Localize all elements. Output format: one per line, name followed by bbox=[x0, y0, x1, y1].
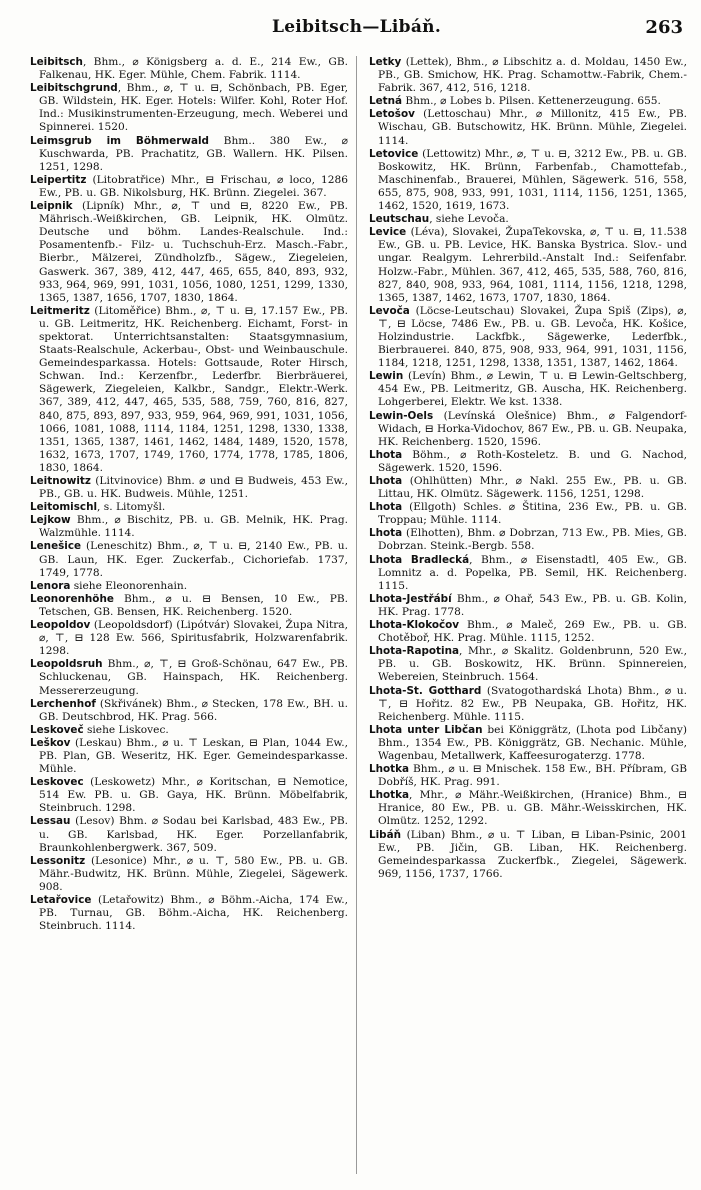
entry-text: , Bhm., ⌀ Königsberg a. d. E., 214 Ew., GB. Falkenau, HK. Eger. Mühle, Chem. Fabrik. 1114. bbox=[39, 56, 348, 82]
entry-text: (Lesonice) Mhr., ⌀ u. ⊤, 580 Ew., PB. u. GB. Mähr.-Budwitz, HK. Brünn. Mühle, Ziegelei, Sägewerk. 908. bbox=[39, 854, 348, 893]
entry-headword: Letařovice bbox=[30, 894, 92, 906]
page-number: 263 bbox=[645, 16, 683, 38]
directory-entry bbox=[369, 527, 687, 553]
directory-entry bbox=[369, 645, 687, 684]
entry-text: (Elhotten), Bhm. ⌀ Dobrzan, 713 Ew., PB. Mies, GB. Dobrzan. Steink.-Bergb. 558. bbox=[378, 527, 687, 553]
entry-text: (Skřivánek) Bhm., ⌀ Stecken, 178 Ew., BH. u. GB. Deutschbrod, HK. Prag. 566. bbox=[39, 697, 348, 723]
entry-text: (Lesov) Bhm. ⌀ Sodau bei Karlsbad, 483 Ew., PB. u. GB. Karlsbad, HK. Eger. Porzellanfabrik, Braunkohlenbergwerk. 367, 509. bbox=[39, 815, 348, 854]
entry-text: (Litobratřice) Mhr., ⊟ Frischau, ⌀ loco, 1286 Ew., PB. u. GB. Nikolsburg, HK. Brünn. Ziegelei. 367. bbox=[39, 173, 348, 199]
entry-text: Bhm., ⌀ Ohař, 543 Ew., PB. u. GB. Kolin, HK. Prag. 1778. bbox=[378, 592, 687, 618]
directory-entry bbox=[30, 724, 348, 737]
entry-headword: Lhota Bradlecká bbox=[369, 553, 470, 566]
entry-text: Bhm., ⌀ u. ⊟ Bensen, 10 Ew., PB. Tetschen, GB. Bensen, HK. Reichenberg. 1520. bbox=[39, 592, 348, 618]
entry-headword: Leskovec bbox=[30, 776, 84, 789]
entry-headword: Levice bbox=[369, 226, 407, 239]
directory-entry bbox=[369, 593, 687, 619]
entry-headword: Levoča bbox=[369, 304, 410, 317]
directory-entry bbox=[369, 226, 687, 305]
page-header bbox=[30, 14, 683, 40]
entry-headword: Letovice bbox=[369, 147, 419, 160]
directory-entry bbox=[30, 135, 348, 174]
entry-headword: Leibitschgrund bbox=[30, 82, 118, 95]
entry-text: Böhm., ⌀ Roth-Kosteletz. B. und G. Nachod, Sägewerk. 1520, 1596. bbox=[378, 448, 687, 474]
directory-entry bbox=[369, 475, 687, 501]
entry-headword: Lhota bbox=[369, 527, 403, 540]
entry-text: (Lettek), Bhm., ⌀ Libschitz a. d. Moldau, 1450 Ew., PB., GB. Smichow, HK. Prag. Schamottw.-Fabrik, Chem.-Fabrik. 367, 412, 516, 1218. bbox=[378, 56, 687, 95]
directory-entry bbox=[30, 619, 348, 658]
entry-headword: Lhota-Jestřábí bbox=[369, 592, 452, 605]
entry-headword: Leimsgrub im Böhmerwald bbox=[30, 134, 209, 147]
entry-headword: Lewin bbox=[369, 370, 404, 383]
entry-text: (Litoměřice) Bhm., ⌀, ⊤ u. ⊟, 17.157 Ew., PB. u. GB. Leitmeritz, HK. Reichenberg. Eichamt, Forst- in spektorat. Unterrichtsanstalten: Staatsgymnasium, Staats-Realschule, Ackerbau-, Obst- und Weinbauschule. Gemeindesparkassa. Hotels: Gottsaude, Roter Hirsch, Schwan. Ind.: Kerzenfbr., Lederfbr. Bierbräuerei, Sägewerk, Ziegeleien, Kalkbr., Sandgr., Elektr.-Werk. 367, 389, 412, 447, 465, 535, 588, 759, 760, 816, 827, 840, 875, 893, 897, 933, 959, 964, 969, 991, 1031, 1056, 1066, 1081, 1088, 1114, 1184, 1251, 1298, 1330, 1338, 1351, 1365, 1387, 1461, 1462, 1484, 1489, 1520, 1578, 1632, 1673, 1707, 1749, 1760, 1774, 1778, 1785, 1806, 1830, 1864. bbox=[39, 304, 348, 474]
entry-headword: Libáň bbox=[369, 828, 402, 841]
directory-entry bbox=[30, 776, 348, 815]
entry-text: (Svatogothardská Lhota) Bhm., ⌀ u. ⊤, ⊟ Hořitz. 82 Ew., PB Neupaka, GB. Hořitz, HK. Reichenberg. Mühle. 1115. bbox=[378, 684, 687, 723]
entry-headword: Lhota bbox=[369, 448, 403, 461]
directory-entry bbox=[30, 658, 348, 697]
entry-text: , siehe Levoča. bbox=[429, 213, 509, 226]
directory-entry bbox=[369, 370, 687, 409]
entry-text: (Ellgoth) Schles. ⌀ Štitina, 236 Ew., PB. u. GB. Troppau; Mühle. 1114. bbox=[378, 501, 687, 527]
entry-headword: Letky bbox=[369, 56, 402, 68]
entry-text: (Lettoschau) Mhr., ⌀ Millonitz, 415 Ew., PB. Wischau, GB. Butschowitz, HK. Brünn. Mühle, Ziegelei. 1114. bbox=[378, 108, 687, 147]
entry-headword: Leutschau bbox=[369, 213, 430, 226]
entry-text: (Leopoldsdorf) (Lipótvár) Slovakei, Župa Nitra, ⌀, ⊤, ⊟ 128 Ew. 566, Spiritusfabrik, Holzwarenfabrik. 1298. bbox=[39, 619, 348, 658]
directory-entry bbox=[369, 829, 687, 881]
directory-entry bbox=[30, 894, 348, 933]
directory-entry bbox=[369, 108, 687, 147]
entry-text: (Leskowetz) Mhr., ⌀ Koritschan, ⊟ Nemotice, 514 Ew. PB. u. GB. Gaya, HK. Brünn. Möbelfabrik, Steinbruch. 1298. bbox=[39, 776, 348, 815]
entry-headword: Leskoveč bbox=[30, 723, 84, 736]
entry-headword: Lenešice bbox=[30, 540, 82, 553]
directory-entry bbox=[369, 724, 687, 763]
entry-headword: Leibitsch bbox=[30, 56, 83, 68]
text-columns bbox=[30, 56, 687, 1174]
directory-entry bbox=[30, 305, 348, 475]
entry-text: (Löcse-Leutschau) Slovakei, Župa Spiš (Zips), ⌀, ⊤, ⊟ Löcse, 7486 Ew., PB. u. GB. Levoča, HK. Košice, Holzindustrie. Lackfbk., Sägewerke, Lederfbk., Bierbrauerei. 840, 875, 908, 933, 964, 991, 1031, 1156, 1184, 1218, 1251, 1298, 1338, 1351, 1387, 1462, 1864. bbox=[378, 304, 687, 370]
entry-text: Bhm., ⌀ u. ⊟ Mnischek. 158 Ew., BH. Příbram, GB Dobříš, HK. Prag. 991. bbox=[378, 763, 687, 789]
entry-text: Bhm., ⌀ Maleč, 269 Ew., PB. u. GB. Chotěboř, HK. Prag. Mühle. 1115, 1252. bbox=[378, 619, 687, 645]
entry-headword: Letná bbox=[369, 95, 403, 108]
entry-text: , Bhm., ⌀, ⊤ u. ⊟, Schönbach, PB. Eger, GB. Wildstein, HK. Eger. Hotels: Wilfer. Kohl, Roter Hof. Ind.: Musikinstrumenten-Erzeugung, mech. Weberei und Spinnerei. 1520. bbox=[39, 82, 348, 134]
directory-entry bbox=[369, 789, 687, 828]
entry-headword: Lessau bbox=[30, 815, 71, 828]
directory-entry bbox=[369, 56, 687, 95]
directory-entry bbox=[30, 580, 348, 593]
entry-text: Bhm., ⌀ Bischitz, PB. u. GB. Melnik, HK. Prag. Walzmühle. 1114. bbox=[39, 514, 348, 540]
directory-entry bbox=[30, 855, 348, 894]
entry-headword: Lhota bbox=[369, 501, 403, 514]
entry-headword: Lhota unter Libčan bbox=[369, 723, 483, 736]
directory-entry bbox=[369, 554, 687, 593]
directory-entry bbox=[30, 593, 348, 619]
entry-headword: Lenora bbox=[30, 579, 71, 592]
entry-headword: Leopoldov bbox=[30, 619, 91, 632]
entry-headword: Lhota-Rapotina bbox=[369, 645, 459, 658]
directory-entry bbox=[30, 174, 348, 200]
entry-headword: Lhota-Klokočov bbox=[369, 619, 460, 632]
entry-headword: Leipertitz bbox=[30, 173, 87, 186]
entry-text: siehe Eleonorenhain. bbox=[70, 579, 188, 592]
entry-text: (Letařowitz) Bhm., ⌀ Böhm.-Aicha, 174 Ew., PB. Turnau, GB. Böhm.-Aicha, HK. Reichenberg. Steinbruch. 1114. bbox=[39, 894, 348, 933]
directory-entry bbox=[369, 95, 687, 108]
entry-text: bei Königgrätz, (Lhota pod Libčany) Bhm., 1354 Ew., PB. Königgrätz, GB. Nechanic. Mühle, Wagenbau, Metallwerk, Kaffeesurogaterzg. 1778. bbox=[378, 723, 687, 762]
directory-entry bbox=[369, 410, 687, 449]
directory-entry bbox=[369, 685, 687, 724]
entry-text: , Mhr., ⌀ Skalitz. Goldenbrunn, 520 Ew., PB. u. GB. Boskowitz, HK. Brünn. Spinnereien, Webereien, Steinbruch. 1564. bbox=[378, 645, 687, 684]
entry-headword: Leitomischl bbox=[30, 501, 98, 514]
entry-text: (Leneschitz) Bhm., ⌀, ⊤ u. ⊟, 2140 Ew., PB. u. GB. Laun, HK. Eger. Zuckerfab., Cichoriefab. 1737, 1749, 1778. bbox=[39, 540, 348, 579]
entry-headword: Leonorenhöhe bbox=[30, 592, 114, 605]
directory-entry bbox=[30, 56, 348, 82]
directory-entry bbox=[30, 501, 348, 514]
entry-text: , Bhm., ⌀ Eisenstadtl, 405 Ew., GB. Lomnitz a. d. Popelka, PB. Semil, HK. Reichenberg. 1115. bbox=[378, 553, 687, 592]
entry-text: Bhm., ⌀ Lobes b. Pilsen. Kettenerzeugung. 655. bbox=[402, 95, 661, 108]
running-title: Leibitsch—Libáň. bbox=[271, 17, 442, 37]
entry-headword: Lhotka bbox=[369, 789, 410, 802]
directory-entry bbox=[30, 514, 348, 540]
directory-entry bbox=[30, 698, 348, 724]
directory-entry bbox=[30, 815, 348, 854]
entry-headword: Lewin-Oels bbox=[369, 409, 434, 422]
entry-text: , Mhr., ⌀ Mähr.-Weißkirchen, (Hranice) Bhm., ⊟ Hranice, 80 Ew., PB. u. GB. Mähr.-Weisskirchen, HK. Olmütz. 1252, 1292. bbox=[378, 789, 687, 828]
entry-text: siehe Liskovec. bbox=[83, 723, 169, 736]
entry-headword: Lerchenhof bbox=[30, 697, 96, 710]
entry-text: (Levínská Olešnice) Bhm., ⌀ Falgendorf-Widach, ⊟ Horka-Vidochov, 867 Ew., PB. u. GB. Neupaka, HK. Reichenberg. 1520, 1596. bbox=[378, 409, 687, 448]
entry-text: , s. Litomyšl. bbox=[97, 501, 166, 514]
directory-entry bbox=[30, 737, 348, 776]
entry-headword: Leitmeritz bbox=[30, 304, 90, 317]
directory-entry bbox=[30, 82, 348, 134]
directory-entry bbox=[30, 540, 348, 579]
entry-headword: Letošov bbox=[369, 108, 415, 121]
entry-headword: Lhota bbox=[369, 475, 403, 487]
entry-text: Bhm.. 380 Ew., ⌀ Kuschwarda, PB. Prachatitz, GB. Wallern. HK. Pilsen. 1251, 1298. bbox=[39, 134, 349, 173]
directory-entry bbox=[369, 213, 687, 226]
directory-entry bbox=[369, 763, 687, 789]
entry-text: (Litvinovice) Bhm. ⌀ und ⊟ Budweis, 453 Ew., PB., GB. u. HK. Budweis. Mühle, 1251. bbox=[39, 475, 348, 501]
entry-headword: Leopoldsruh bbox=[30, 658, 103, 671]
entry-text: (Ohlhütten) Mhr., ⌀ Nakl. 255 Ew., PB. u. GB. Littau, HK. Olmütz. Sägewerk. 1156, 1251, 1298. bbox=[378, 475, 687, 501]
entry-headword: Leitnowitz bbox=[30, 475, 91, 487]
entry-text: (Lipník) Mhr., ⌀, ⊤ und ⊟, 8220 Ew., PB. Mährisch.-Weißkirchen, GB. Leipnik, HK. Olmütz. Deutsche und böhm. Landes-Realschule. Ind.: Posamentenfb.- Filz- u. Tuchschuh-Erz. Masch.-Fabr., Bierbr., Mälzerei, Zündholzfb., Sägew., Ziegeleien, Gaswerk. 367, 389, 412, 447, 465, 655, 840, 893, 932, 933, 964, 969, 991, 1031, 1056, 1080, 1251, 1299, 1330, 1365, 1387, 1656, 1707, 1830, 1864. bbox=[39, 200, 348, 304]
directory-entry bbox=[369, 148, 687, 213]
entry-headword: Leškov bbox=[30, 736, 71, 749]
left-column bbox=[30, 56, 357, 1174]
entry-headword: Lessonitz bbox=[30, 854, 86, 867]
directory-entry bbox=[369, 449, 687, 475]
directory-entry bbox=[369, 619, 687, 645]
entry-text: (Léva), Slovakei, ŽupaTekovska, ⌀, ⊤ u. ⊟, 11.538 Ew., GB. u. PB. Levice, HK. Banska Bystrica. Slov.- und ungar. Realgym. Lehrerbild.-Anstalt Ind.: Seifenfabr. Holzw.-Fabr., Mühlen. 367, 412, 465, 535, 588, 760, 816, 827, 840, 908, 933, 964, 1081, 1114, 1156, 1218, 1298, 1365, 1387, 1462, 1673, 1707, 1830, 1864. bbox=[378, 226, 687, 304]
entry-text: Bhm., ⌀, ⊤, ⊟ Groß-Schönau, 647 Ew., PB. Schluckenau, GB. Hainspach, HK. Reichenberg. Messererzeugung. bbox=[39, 658, 348, 697]
entry-headword: Leipnik bbox=[30, 200, 73, 213]
directory-entry bbox=[30, 200, 348, 305]
directory-entry bbox=[30, 475, 348, 501]
right-column bbox=[369, 56, 687, 1174]
entry-headword: Lhota-St. Gotthard bbox=[369, 684, 482, 697]
entry-text: (Liban) Bhm., ⌀ u. ⊤ Liban, ⊟ Liban-Psinic, 2001 Ew., PB. Jičin, GB. Liban, HK. Reichenberg. Gemeindesparkassa Zuckerfbk., Ziegelei, Sägewerk. 969, 1156, 1737, 1766. bbox=[378, 828, 687, 880]
directory-entry bbox=[369, 501, 687, 527]
entry-text: (Lettowitz) Mhr., ⌀, ⊤ u. ⊟, 3212 Ew., PB. u. GB. Boskowitz, HK. Brünn, Farbenfab., Chamottefab., Maschinenfab., Brauerei, Mühlen, Sägewerk. 516, 558, 655, 875, 908, 933, 991, 1031, 1114, 1156, 1251, 1365, 1462, 1520, 1619, 1673. bbox=[378, 147, 687, 213]
entry-headword: Lejkow bbox=[30, 514, 71, 527]
entry-text: (Levín) Bhm., ⌀ Lewin, ⊤ u. ⊟ Lewin-Geltschberg, 454 Ew., PB. Leitmeritz, GB. Auscha, HK. Reichenberg. Lohgerberei, Elektr. We kst. 1338. bbox=[378, 370, 687, 409]
directory-entry bbox=[369, 305, 687, 370]
entry-text: (Leskau) Bhm., ⌀ u. ⊤ Leskan, ⊟ Plan, 1044 Ew., PB. Plan, GB. Weseritz, HK. Eger. Gemeindesparkasse. Mühle. bbox=[39, 736, 348, 776]
entry-headword: Lhotka bbox=[369, 763, 410, 776]
